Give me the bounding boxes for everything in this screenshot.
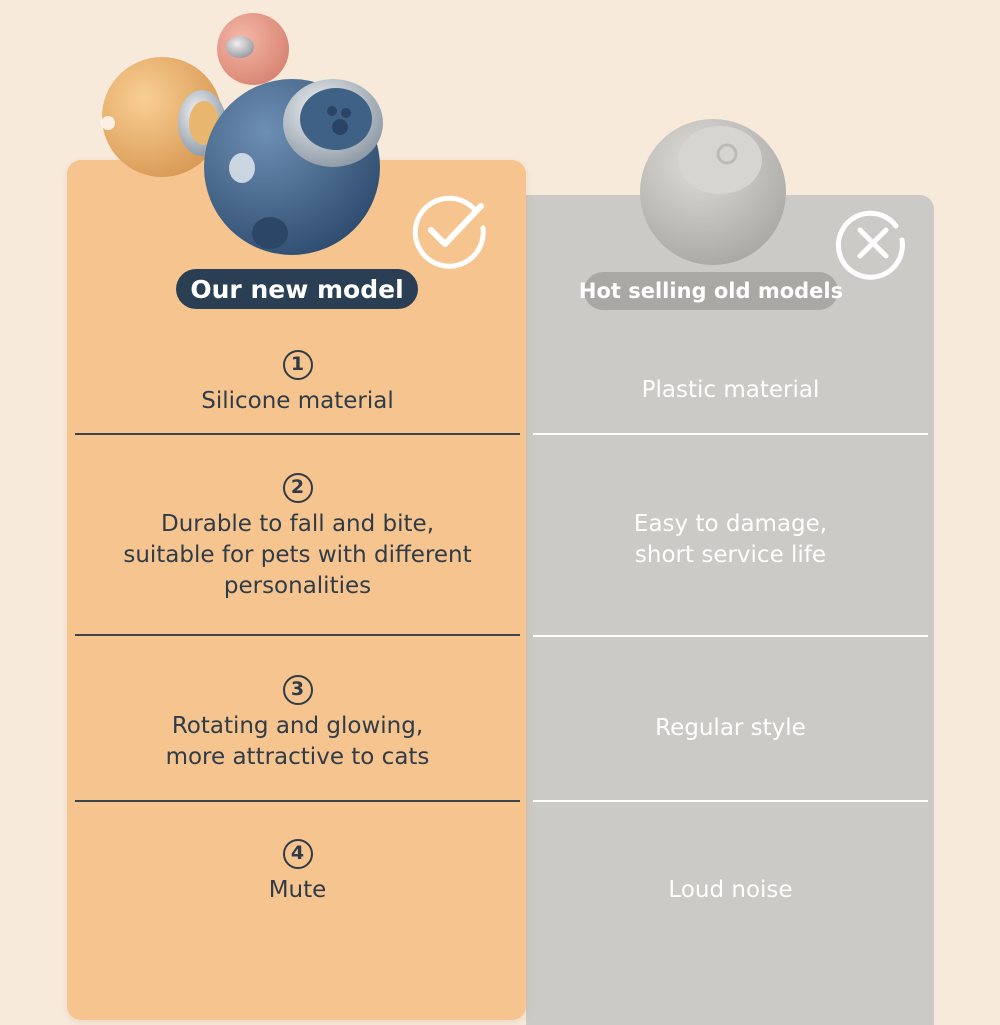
old-row-1 <box>533 370 928 410</box>
feature-text: Plastic material <box>641 376 820 403</box>
number-badge: 3 <box>283 675 313 705</box>
check-circle-icon <box>409 188 491 270</box>
new-row-4 <box>75 832 520 912</box>
new-model-badge: Our new model <box>176 269 418 309</box>
feature-text: more attractive to cats <box>165 743 430 770</box>
old-row-2 <box>533 508 928 572</box>
feature-text: Silicone material <box>201 387 394 414</box>
product-balls-image <box>100 5 410 265</box>
old-row-3 <box>533 708 928 748</box>
row-divider <box>533 433 928 435</box>
row-divider <box>533 800 928 802</box>
number-badge: 1 <box>283 350 313 380</box>
number-badge: 4 <box>283 839 313 869</box>
row-divider <box>533 635 928 637</box>
new-row-1 <box>75 333 520 433</box>
feature-text: short service life <box>634 542 827 568</box>
old-row-4 <box>533 870 928 910</box>
feature-text: Mute <box>268 876 327 903</box>
cross-circle-icon <box>836 208 908 280</box>
old-model-badge: Hot selling old models <box>584 272 838 310</box>
row-divider <box>75 800 520 802</box>
new-row-2 <box>75 462 520 612</box>
feature-text: personalities <box>223 572 372 599</box>
feature-text: Regular style <box>655 714 806 741</box>
row-divider <box>75 634 520 636</box>
old-ball-image <box>630 112 800 272</box>
new-row-3 <box>75 666 520 781</box>
feature-text: Easy to damage, <box>633 511 828 537</box>
number-badge: 2 <box>283 473 313 503</box>
row-divider <box>75 433 520 435</box>
feature-text: suitable for pets with different <box>123 541 472 568</box>
feature-text: Durable to fall and bite, <box>160 510 435 537</box>
feature-text: Rotating and glowing, <box>171 712 424 739</box>
feature-text: Loud noise <box>668 876 793 903</box>
